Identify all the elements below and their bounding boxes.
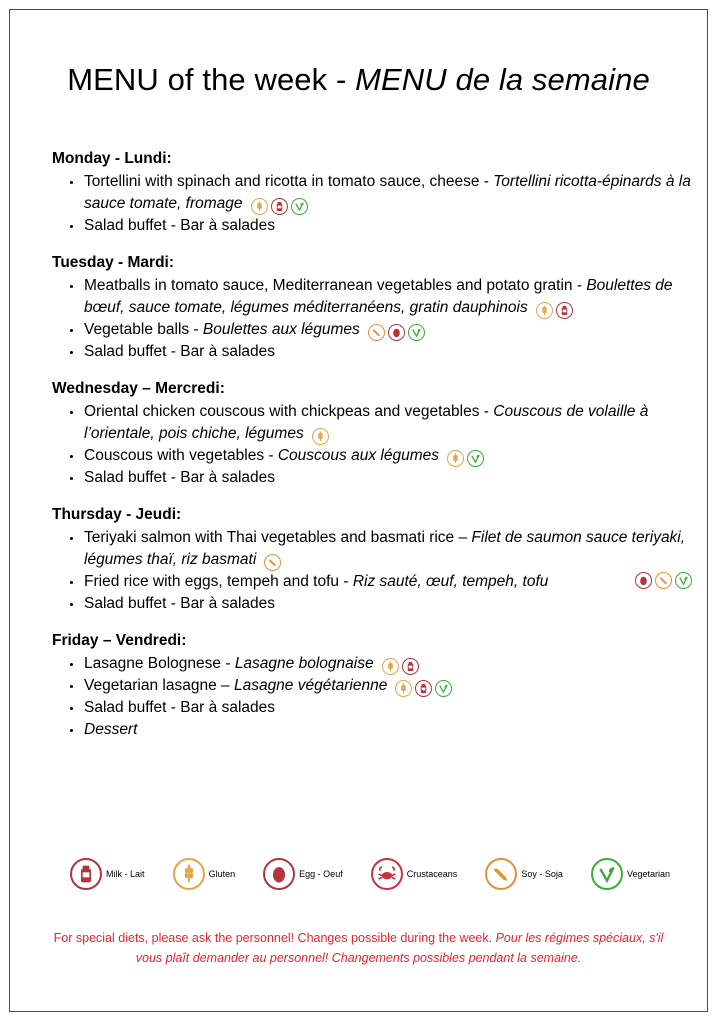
gluten-icon [395,680,412,697]
day-title: Tuesday - Mardi: [52,254,175,271]
legend-item [485,858,563,890]
dish-item [52,445,692,467]
dish-item [52,171,692,215]
dish-list [52,171,692,237]
dish-english: Salad buffet - Bar à salades [84,217,276,234]
gluten-icon [312,428,329,445]
dish-item [52,653,692,675]
dish-english: Couscous with vegetables - [84,447,278,464]
allergen-icons [264,554,281,571]
day-title: Friday – Vendredi: [52,632,187,649]
allergen-icons [382,658,419,675]
allergen-icons [447,450,484,467]
vegetarian-icon [408,324,425,341]
gluten-icon [536,302,553,319]
title-english: MENU of the week - [67,62,356,97]
dish-french: Couscous de volaille à l’orientale, pois chiche, légumes [84,403,649,442]
vegetarian-icon [467,450,484,467]
day-section [52,630,692,741]
dish-french: Dessert [84,721,138,738]
egg-icon [263,858,295,890]
vegetarian-icon [591,858,623,890]
day-section [52,252,692,363]
dish-item [52,275,692,319]
legend-label: Crustaceans [406,869,458,879]
dish-english: Teriyaki salmon with Thai vegetables and basmati rice – [84,529,472,546]
crustaceans-icon [371,858,403,890]
dish-list [52,401,692,489]
title-french: MENU de la semaine [355,62,650,97]
legend-item [591,858,670,890]
egg-icon [635,572,652,589]
milk-icon [271,198,288,215]
milk-icon [415,680,432,697]
legend-item [263,858,343,890]
dish-english: Salad buffet - Bar à salades [84,699,276,716]
dish-item [52,467,692,489]
legend-label: Milk - Lait [106,869,145,879]
dish-item [52,697,692,719]
dish-french: Riz sauté, œuf, tempeh, tofu [352,573,549,590]
dish-english: Vegetable balls - [84,321,203,338]
dish-french: Lasagne bolognaise [234,655,374,672]
dish-item [52,675,692,697]
dish-english: Fried rice with eggs, tempeh and tofu - [84,573,353,590]
dish-english: Lasagne Bolognese - [84,655,235,672]
dish-item [52,341,692,363]
legend-item [70,858,145,890]
dish-english: Oriental chicken couscous with chickpeas and vegetables - [84,403,494,420]
dish-french: Tortellini ricotta-épinards à la sauce tomate, fromage [84,173,691,212]
milk-icon [70,858,102,890]
allergen-icons [395,680,452,697]
allergen-icons [251,198,308,215]
day-title: Monday - Lundi: [52,150,172,167]
vegetarian-icon [435,680,452,697]
legend-label: Vegetarian [626,869,670,879]
dish-item [52,593,692,615]
dish-english: Salad buffet - Bar à salades [84,343,276,360]
allergen-icons [368,324,425,341]
dish-list [52,653,692,741]
soy-icon [655,572,672,589]
dish-french: Boulettes aux légumes [202,321,360,338]
milk-icon [556,302,573,319]
gluten-icon [173,858,205,890]
dish-french: Lasagne végétarienne [233,677,388,694]
dish-item [52,719,692,741]
gluten-icon [251,198,268,215]
menu-content [52,148,692,756]
dish-item [52,215,692,237]
vegetarian-icon [291,198,308,215]
page-title [10,62,707,98]
menu-page [9,9,708,1012]
allergen-icons [312,428,329,445]
dish-english: Vegetarian lasagne – [84,677,234,694]
dish-english: Meatballs in tomato sauce, Mediterranean vegetables and potato gratin - [84,277,587,294]
day-section [52,148,692,237]
footer-english: For special diets, please ask the personnel! Changes possible during the week. [53,931,496,945]
dish-list [52,275,692,363]
footer-note [40,928,677,968]
allergen-legend [70,858,670,890]
legend-label: Gluten [208,869,236,879]
day-section [52,378,692,489]
dish-english: Tortellini with spinach and ricotta in tomato sauce, cheese - [84,173,494,190]
soy-icon [368,324,385,341]
day-title: Thursday - Jeudi: [52,506,182,523]
soy-icon [264,554,281,571]
milk-icon [402,658,419,675]
dish-item [52,319,692,341]
dish-english: Salad buffet - Bar à salades [84,595,276,612]
dish-french: Couscous aux légumes [277,447,439,464]
allergen-icons [635,572,692,589]
footer-french: Pour les régimes spéciaux, s'il vous plaît demander au personnel! Changements possibles pendant la semaine. [135,931,664,965]
dish-item [52,571,692,593]
legend-label: Soy - Soja [521,869,563,879]
day-section [52,504,692,615]
dish-french: Boulettes de bœuf, sauce tomate, légumes méditerranéens, gratin dauphinois [84,277,673,316]
dish-list [52,527,692,615]
gluten-icon [447,450,464,467]
legend-item [173,858,236,890]
egg-icon [388,324,405,341]
dish-item [52,527,692,571]
legend-label: Egg - Oeuf [299,869,343,879]
legend-item [371,858,458,890]
soy-icon [485,858,517,890]
day-title: Wednesday – Mercredi: [52,380,225,397]
gluten-icon [382,658,399,675]
dish-french: Filet de saumon sauce teriyaki, légumes thaï, riz basmati [84,529,686,568]
dish-english: Salad buffet - Bar à salades [84,469,276,486]
dish-item [52,401,692,445]
vegetarian-icon [675,572,692,589]
allergen-icons [536,302,573,319]
